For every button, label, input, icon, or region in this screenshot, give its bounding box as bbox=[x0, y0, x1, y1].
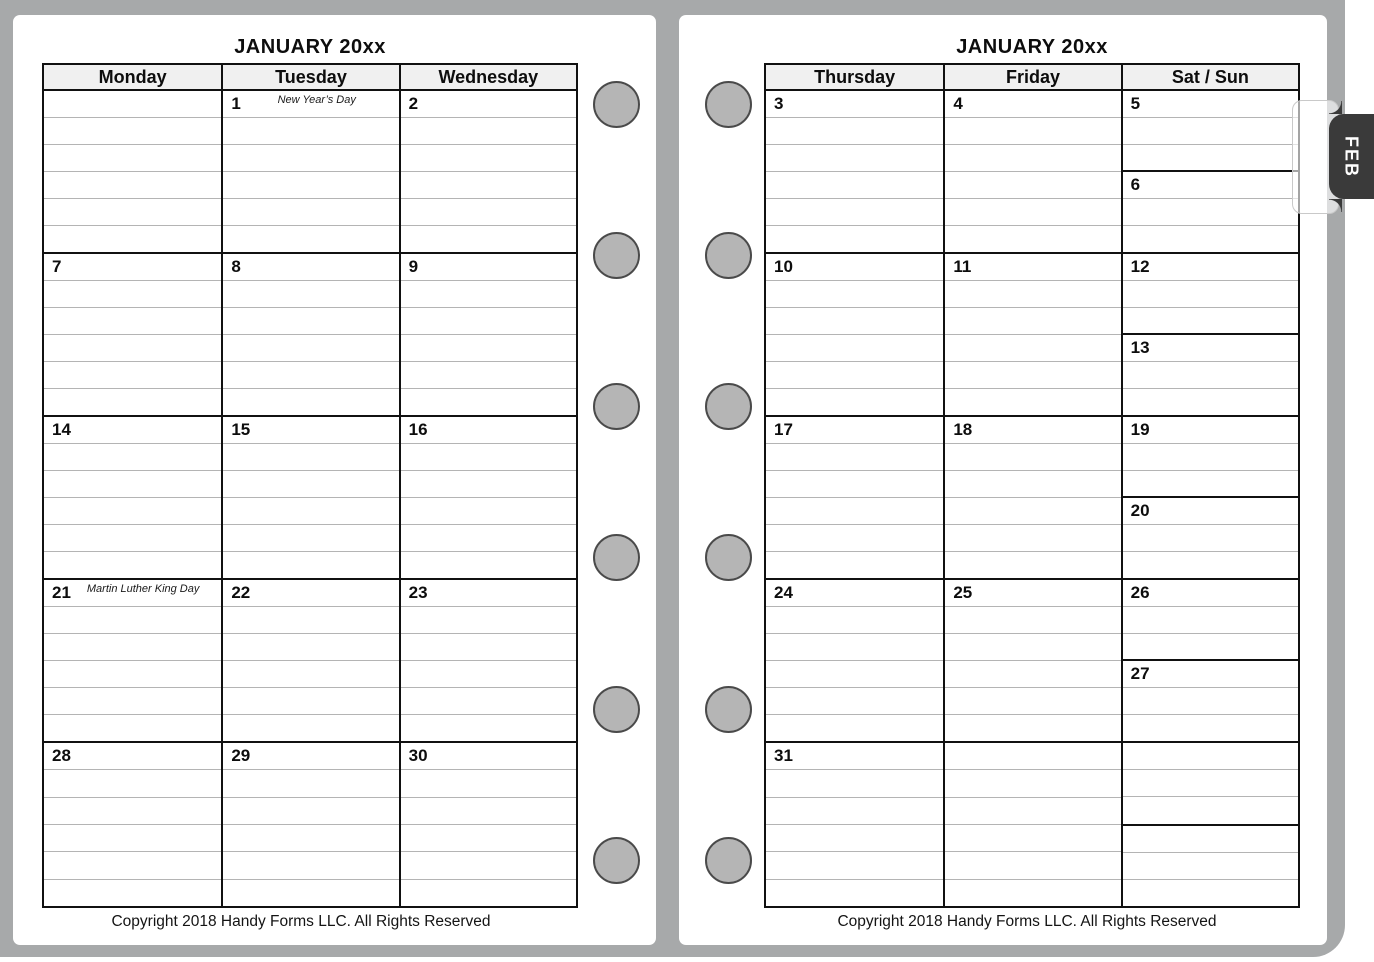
day-cell-line bbox=[766, 770, 943, 797]
day-cell bbox=[221, 743, 398, 906]
day-cell-line bbox=[401, 362, 576, 389]
day-cell-line bbox=[401, 498, 576, 525]
date-number: 3 bbox=[774, 94, 784, 113]
date-number: 14 bbox=[52, 420, 71, 439]
day-cell-line bbox=[945, 172, 1120, 199]
date-number: 31 bbox=[774, 746, 793, 765]
day-cell-line bbox=[44, 172, 221, 199]
date-number: 5 bbox=[1130, 94, 1141, 113]
day-cell-line bbox=[1123, 444, 1298, 471]
day-cell-line bbox=[44, 552, 221, 578]
date-number: 28 bbox=[52, 746, 71, 765]
day-cell bbox=[1121, 417, 1298, 578]
day-cell-line bbox=[401, 770, 576, 797]
binder-hole bbox=[705, 81, 752, 128]
day-cell-line bbox=[223, 852, 398, 879]
day-cell-line bbox=[1123, 417, 1298, 444]
day-cell bbox=[44, 743, 221, 906]
date-number: 20 bbox=[1130, 501, 1150, 521]
day-cell-line bbox=[223, 634, 398, 661]
day-cell-line bbox=[401, 444, 576, 471]
day-cell-line bbox=[945, 199, 1120, 226]
day-cell bbox=[766, 580, 943, 741]
day-cell-line bbox=[44, 852, 221, 879]
day-cell-line bbox=[1123, 226, 1298, 252]
day-cell-line bbox=[223, 118, 398, 145]
date-number: 4 bbox=[953, 94, 963, 113]
day-cell bbox=[44, 580, 221, 741]
day-cell-line bbox=[945, 471, 1120, 498]
day-cell-line bbox=[945, 580, 1120, 607]
date-number: 18 bbox=[953, 420, 973, 439]
day-cell bbox=[221, 417, 398, 578]
date-number: 9 bbox=[408, 257, 419, 276]
day-cell-line bbox=[766, 417, 943, 444]
day-cell-line bbox=[945, 825, 1120, 852]
day-cell-line bbox=[945, 607, 1120, 634]
copyright-line: Copyright 2018 Handy Forms LLC. All Rights Reserved bbox=[837, 913, 1217, 930]
day-cell-line bbox=[766, 308, 943, 335]
day-cell-line bbox=[1123, 335, 1298, 362]
day-cell-line bbox=[766, 199, 943, 226]
day-cell-line bbox=[401, 118, 576, 145]
date-number: 6 bbox=[1130, 175, 1141, 195]
date-number: 27 bbox=[1130, 664, 1150, 684]
day-cell-line bbox=[766, 688, 943, 715]
day-cell-line bbox=[1123, 797, 1298, 825]
day-cell-line bbox=[766, 852, 943, 879]
day-cell-line bbox=[44, 798, 221, 825]
day-cell-line bbox=[945, 281, 1120, 308]
day-cell-line bbox=[401, 199, 576, 226]
day-cell-line bbox=[401, 825, 576, 852]
day-cell bbox=[943, 91, 1120, 252]
day-cell-line bbox=[223, 254, 398, 281]
day-cell-line bbox=[945, 798, 1120, 825]
day-cell-line bbox=[945, 715, 1120, 741]
day-cell-line bbox=[401, 389, 576, 415]
date-number: 1 bbox=[231, 94, 241, 113]
day-cell bbox=[221, 580, 398, 741]
day-cell-line bbox=[44, 199, 221, 226]
date-number: 30 bbox=[408, 746, 428, 765]
day-cell-line bbox=[223, 335, 398, 362]
day-cell-line bbox=[223, 552, 398, 578]
day-cell bbox=[766, 91, 943, 252]
day-cell-line bbox=[44, 471, 221, 498]
day-cell-line bbox=[945, 688, 1120, 715]
day-cell-line bbox=[223, 281, 398, 308]
day-cell bbox=[766, 254, 943, 415]
holiday-label: New Year’s Day bbox=[277, 94, 356, 106]
calendar-grid bbox=[764, 63, 1300, 908]
tab-feb[interactable] bbox=[1329, 114, 1374, 199]
day-cell-line bbox=[1123, 254, 1298, 281]
day-cell-line bbox=[1123, 172, 1298, 199]
day-cell-line bbox=[945, 498, 1120, 525]
day-header-sat-sun: Sat / Sun bbox=[1121, 65, 1298, 89]
day-cell-line bbox=[401, 552, 576, 578]
day-cell-line bbox=[1123, 91, 1298, 118]
day-cell-line bbox=[223, 661, 398, 688]
day-cell-line bbox=[766, 226, 943, 252]
day-header-row bbox=[44, 65, 576, 91]
day-header-monday: Monday bbox=[98, 66, 167, 87]
day-cell-line bbox=[766, 444, 943, 471]
binder-hole bbox=[705, 534, 752, 581]
day-header-friday: Friday bbox=[943, 65, 1120, 89]
holiday-label: Martin Luther King Day bbox=[86, 583, 200, 595]
day-cell-line bbox=[223, 91, 398, 118]
day-cell-line bbox=[401, 715, 576, 741]
day-cell-line bbox=[401, 335, 576, 362]
day-cell-line bbox=[945, 145, 1120, 172]
day-cell-line bbox=[1123, 389, 1298, 415]
date-number: 11 bbox=[953, 257, 972, 276]
date-number: 13 bbox=[1130, 338, 1150, 358]
day-cell-line bbox=[401, 661, 576, 688]
day-cell-line bbox=[44, 308, 221, 335]
day-cell-line bbox=[223, 172, 398, 199]
day-cell-line bbox=[44, 145, 221, 172]
binder-hole bbox=[705, 383, 752, 430]
day-cell-line bbox=[223, 226, 398, 252]
day-cell-line bbox=[44, 498, 221, 525]
day-cell-line bbox=[223, 798, 398, 825]
day-cell-line bbox=[945, 362, 1120, 389]
day-cell-line bbox=[44, 525, 221, 552]
day-cell-line bbox=[1123, 308, 1298, 336]
date-number: 24 bbox=[774, 583, 793, 602]
day-cell-line bbox=[766, 525, 943, 552]
day-cell-line bbox=[945, 254, 1120, 281]
day-cell-line bbox=[44, 580, 221, 607]
day-cell-line bbox=[766, 715, 943, 741]
binder-hole bbox=[593, 232, 640, 279]
day-cell bbox=[766, 743, 943, 906]
day-cell-line bbox=[766, 389, 943, 415]
day-cell-line bbox=[766, 661, 943, 688]
week-row bbox=[44, 580, 576, 743]
day-cell-line bbox=[1123, 552, 1298, 578]
day-cell-line bbox=[401, 688, 576, 715]
day-cell-line bbox=[766, 335, 943, 362]
day-cell-line bbox=[401, 281, 576, 308]
day-cell-line bbox=[1123, 661, 1298, 688]
month-title: JANUARY 20xx bbox=[234, 36, 386, 58]
day-cell-line bbox=[223, 743, 398, 770]
day-cell-line bbox=[1123, 688, 1298, 715]
day-cell-line bbox=[44, 634, 221, 661]
day-cell-line bbox=[945, 226, 1120, 252]
date-number: 15 bbox=[231, 420, 251, 439]
day-cell bbox=[1121, 91, 1298, 252]
day-cell-line bbox=[1123, 580, 1298, 607]
day-cell-line bbox=[223, 880, 398, 906]
day-cell-line bbox=[766, 471, 943, 498]
day-cell-line bbox=[223, 607, 398, 634]
day-cell-line bbox=[945, 91, 1120, 118]
week-row bbox=[766, 580, 1298, 743]
day-cell-line bbox=[223, 525, 398, 552]
page-right bbox=[679, 15, 1327, 945]
day-cell-line bbox=[223, 362, 398, 389]
day-cell-line bbox=[945, 770, 1120, 797]
day-cell-line bbox=[401, 145, 576, 172]
day-cell-line bbox=[223, 199, 398, 226]
binder-hole bbox=[593, 837, 640, 884]
day-cell bbox=[1121, 254, 1298, 415]
day-cell-line bbox=[766, 172, 943, 199]
day-cell-line bbox=[401, 417, 576, 444]
day-cell bbox=[1121, 580, 1298, 741]
day-cell-line bbox=[766, 118, 943, 145]
day-cell-line bbox=[1123, 826, 1298, 853]
day-cell-line bbox=[223, 715, 398, 741]
day-cell-line bbox=[766, 607, 943, 634]
day-cell-line bbox=[44, 825, 221, 852]
day-cell bbox=[44, 417, 221, 578]
day-cell-line bbox=[44, 688, 221, 715]
day-header-row bbox=[766, 65, 1298, 91]
day-cell-line bbox=[766, 580, 943, 607]
day-cell-line bbox=[223, 145, 398, 172]
day-cell-line bbox=[1123, 199, 1298, 226]
day-cell-line bbox=[1123, 715, 1298, 741]
day-cell-line bbox=[1123, 362, 1298, 389]
day-cell-line bbox=[44, 417, 221, 444]
day-cell-line bbox=[223, 825, 398, 852]
day-cell bbox=[399, 743, 576, 906]
day-cell-line bbox=[766, 281, 943, 308]
day-cell-line bbox=[945, 335, 1120, 362]
date-number: 19 bbox=[1130, 420, 1150, 439]
day-cell-line bbox=[945, 308, 1120, 335]
day-cell-line bbox=[223, 389, 398, 415]
day-cell bbox=[221, 254, 398, 415]
day-cell-line bbox=[945, 444, 1120, 471]
day-cell-line bbox=[401, 172, 576, 199]
day-cell-line bbox=[1123, 525, 1298, 552]
day-cell-line bbox=[1123, 118, 1298, 145]
day-cell-line bbox=[1123, 853, 1298, 880]
day-cell-line bbox=[1123, 281, 1298, 308]
binder-hole bbox=[593, 383, 640, 430]
day-cell-line bbox=[1123, 880, 1298, 906]
day-cell-line bbox=[766, 634, 943, 661]
day-cell-line bbox=[44, 281, 221, 308]
day-cell bbox=[943, 254, 1120, 415]
week-row bbox=[766, 743, 1298, 906]
binder-hole bbox=[593, 686, 640, 733]
binder-hole bbox=[705, 686, 752, 733]
day-cell-line bbox=[44, 444, 221, 471]
day-cell-line bbox=[223, 770, 398, 797]
day-cell-line bbox=[44, 770, 221, 797]
week-row bbox=[766, 417, 1298, 580]
day-cell bbox=[44, 91, 221, 252]
day-cell bbox=[943, 580, 1120, 741]
day-cell-line bbox=[945, 880, 1120, 906]
day-cell-line bbox=[1123, 607, 1298, 634]
week-row bbox=[766, 254, 1298, 417]
day-header-tuesday: Tuesday bbox=[221, 65, 398, 89]
day-cell bbox=[399, 580, 576, 741]
binder-hole bbox=[705, 837, 752, 884]
day-cell-line bbox=[945, 852, 1120, 879]
day-cell bbox=[943, 417, 1120, 578]
week-row bbox=[44, 417, 576, 580]
copyright-line: Copyright 2018 Handy Forms LLC. All Rights Reserved bbox=[111, 913, 491, 930]
date-number: 16 bbox=[408, 420, 428, 439]
day-cell-line bbox=[945, 743, 1120, 770]
day-cell-line bbox=[1123, 770, 1298, 797]
day-cell-line bbox=[401, 91, 576, 118]
date-number: 29 bbox=[231, 746, 251, 765]
day-cell-line bbox=[1123, 498, 1298, 525]
day-cell-line bbox=[223, 471, 398, 498]
day-cell-line bbox=[401, 254, 576, 281]
day-cell-line bbox=[766, 798, 943, 825]
date-number: 7 bbox=[52, 257, 62, 276]
day-cell-line bbox=[44, 715, 221, 741]
day-header-thursday: Thursday bbox=[814, 66, 896, 87]
week-row bbox=[766, 91, 1298, 254]
week-row bbox=[44, 91, 576, 254]
day-cell-line bbox=[44, 226, 221, 252]
binder-hole bbox=[593, 81, 640, 128]
date-number: 21 bbox=[52, 583, 71, 602]
day-cell-line bbox=[1123, 743, 1298, 770]
day-cell-line bbox=[1123, 634, 1298, 662]
date-number: 12 bbox=[1130, 257, 1150, 276]
day-cell bbox=[766, 417, 943, 578]
day-cell-line bbox=[401, 471, 576, 498]
day-cell bbox=[399, 254, 576, 415]
day-cell-line bbox=[44, 254, 221, 281]
day-cell-line bbox=[223, 417, 398, 444]
day-cell-line bbox=[945, 389, 1120, 415]
day-cell-line bbox=[223, 580, 398, 607]
day-cell-line bbox=[44, 389, 221, 415]
day-cell-line bbox=[401, 525, 576, 552]
day-cell-line bbox=[44, 607, 221, 634]
date-number: 25 bbox=[953, 583, 973, 602]
day-cell bbox=[399, 91, 576, 252]
day-cell-line bbox=[44, 91, 221, 118]
day-cell-line bbox=[401, 798, 576, 825]
day-cell-line bbox=[766, 880, 943, 906]
day-cell-line bbox=[766, 145, 943, 172]
week-row bbox=[44, 254, 576, 417]
day-cell-line bbox=[766, 825, 943, 852]
date-number: 2 bbox=[408, 94, 419, 113]
day-cell-line bbox=[945, 525, 1120, 552]
day-cell-line bbox=[766, 254, 943, 281]
day-cell-line bbox=[401, 580, 576, 607]
day-cell-line bbox=[766, 498, 943, 525]
day-cell-line bbox=[223, 308, 398, 335]
binder-hole bbox=[705, 232, 752, 279]
day-cell-line bbox=[401, 607, 576, 634]
calendar-grid bbox=[42, 63, 578, 908]
day-cell-line bbox=[401, 226, 576, 252]
day-cell-line bbox=[44, 880, 221, 906]
day-cell-line bbox=[401, 634, 576, 661]
day-cell-line bbox=[945, 118, 1120, 145]
week-row bbox=[44, 743, 576, 906]
day-cell-line bbox=[1123, 471, 1298, 499]
day-cell bbox=[221, 91, 398, 252]
day-cell-line bbox=[945, 661, 1120, 688]
day-cell-line bbox=[44, 118, 221, 145]
day-cell-line bbox=[401, 743, 576, 770]
date-number: 22 bbox=[231, 583, 251, 602]
date-number: 23 bbox=[408, 583, 428, 602]
day-cell-line bbox=[401, 880, 576, 906]
day-cell-line bbox=[223, 498, 398, 525]
tab-feb-label: FEB bbox=[1341, 135, 1362, 178]
day-cell bbox=[1121, 743, 1298, 906]
date-number: 8 bbox=[231, 257, 241, 276]
day-cell-line bbox=[44, 661, 221, 688]
day-cell-line bbox=[766, 91, 943, 118]
day-cell-line bbox=[401, 852, 576, 879]
binder-hole bbox=[593, 534, 640, 581]
day-cell bbox=[943, 743, 1120, 906]
date-number: 26 bbox=[1130, 583, 1150, 602]
day-cell-line bbox=[945, 634, 1120, 661]
day-cell-line bbox=[945, 417, 1120, 444]
date-number: 17 bbox=[774, 420, 793, 439]
day-cell-line bbox=[1123, 145, 1298, 173]
day-cell bbox=[399, 417, 576, 578]
day-cell-line bbox=[766, 552, 943, 578]
day-cell-line bbox=[401, 308, 576, 335]
day-cell-line bbox=[44, 743, 221, 770]
page-left bbox=[13, 15, 656, 945]
day-cell-line bbox=[945, 552, 1120, 578]
day-cell-line bbox=[223, 688, 398, 715]
day-cell-line bbox=[223, 444, 398, 471]
day-cell-line bbox=[766, 743, 943, 770]
day-cell bbox=[44, 254, 221, 415]
day-cell-line bbox=[766, 362, 943, 389]
day-cell-line bbox=[44, 362, 221, 389]
month-title: JANUARY 20xx bbox=[956, 36, 1108, 58]
date-number: 10 bbox=[774, 257, 793, 276]
day-cell-line bbox=[44, 335, 221, 362]
day-header-wednesday: Wednesday bbox=[399, 65, 576, 89]
